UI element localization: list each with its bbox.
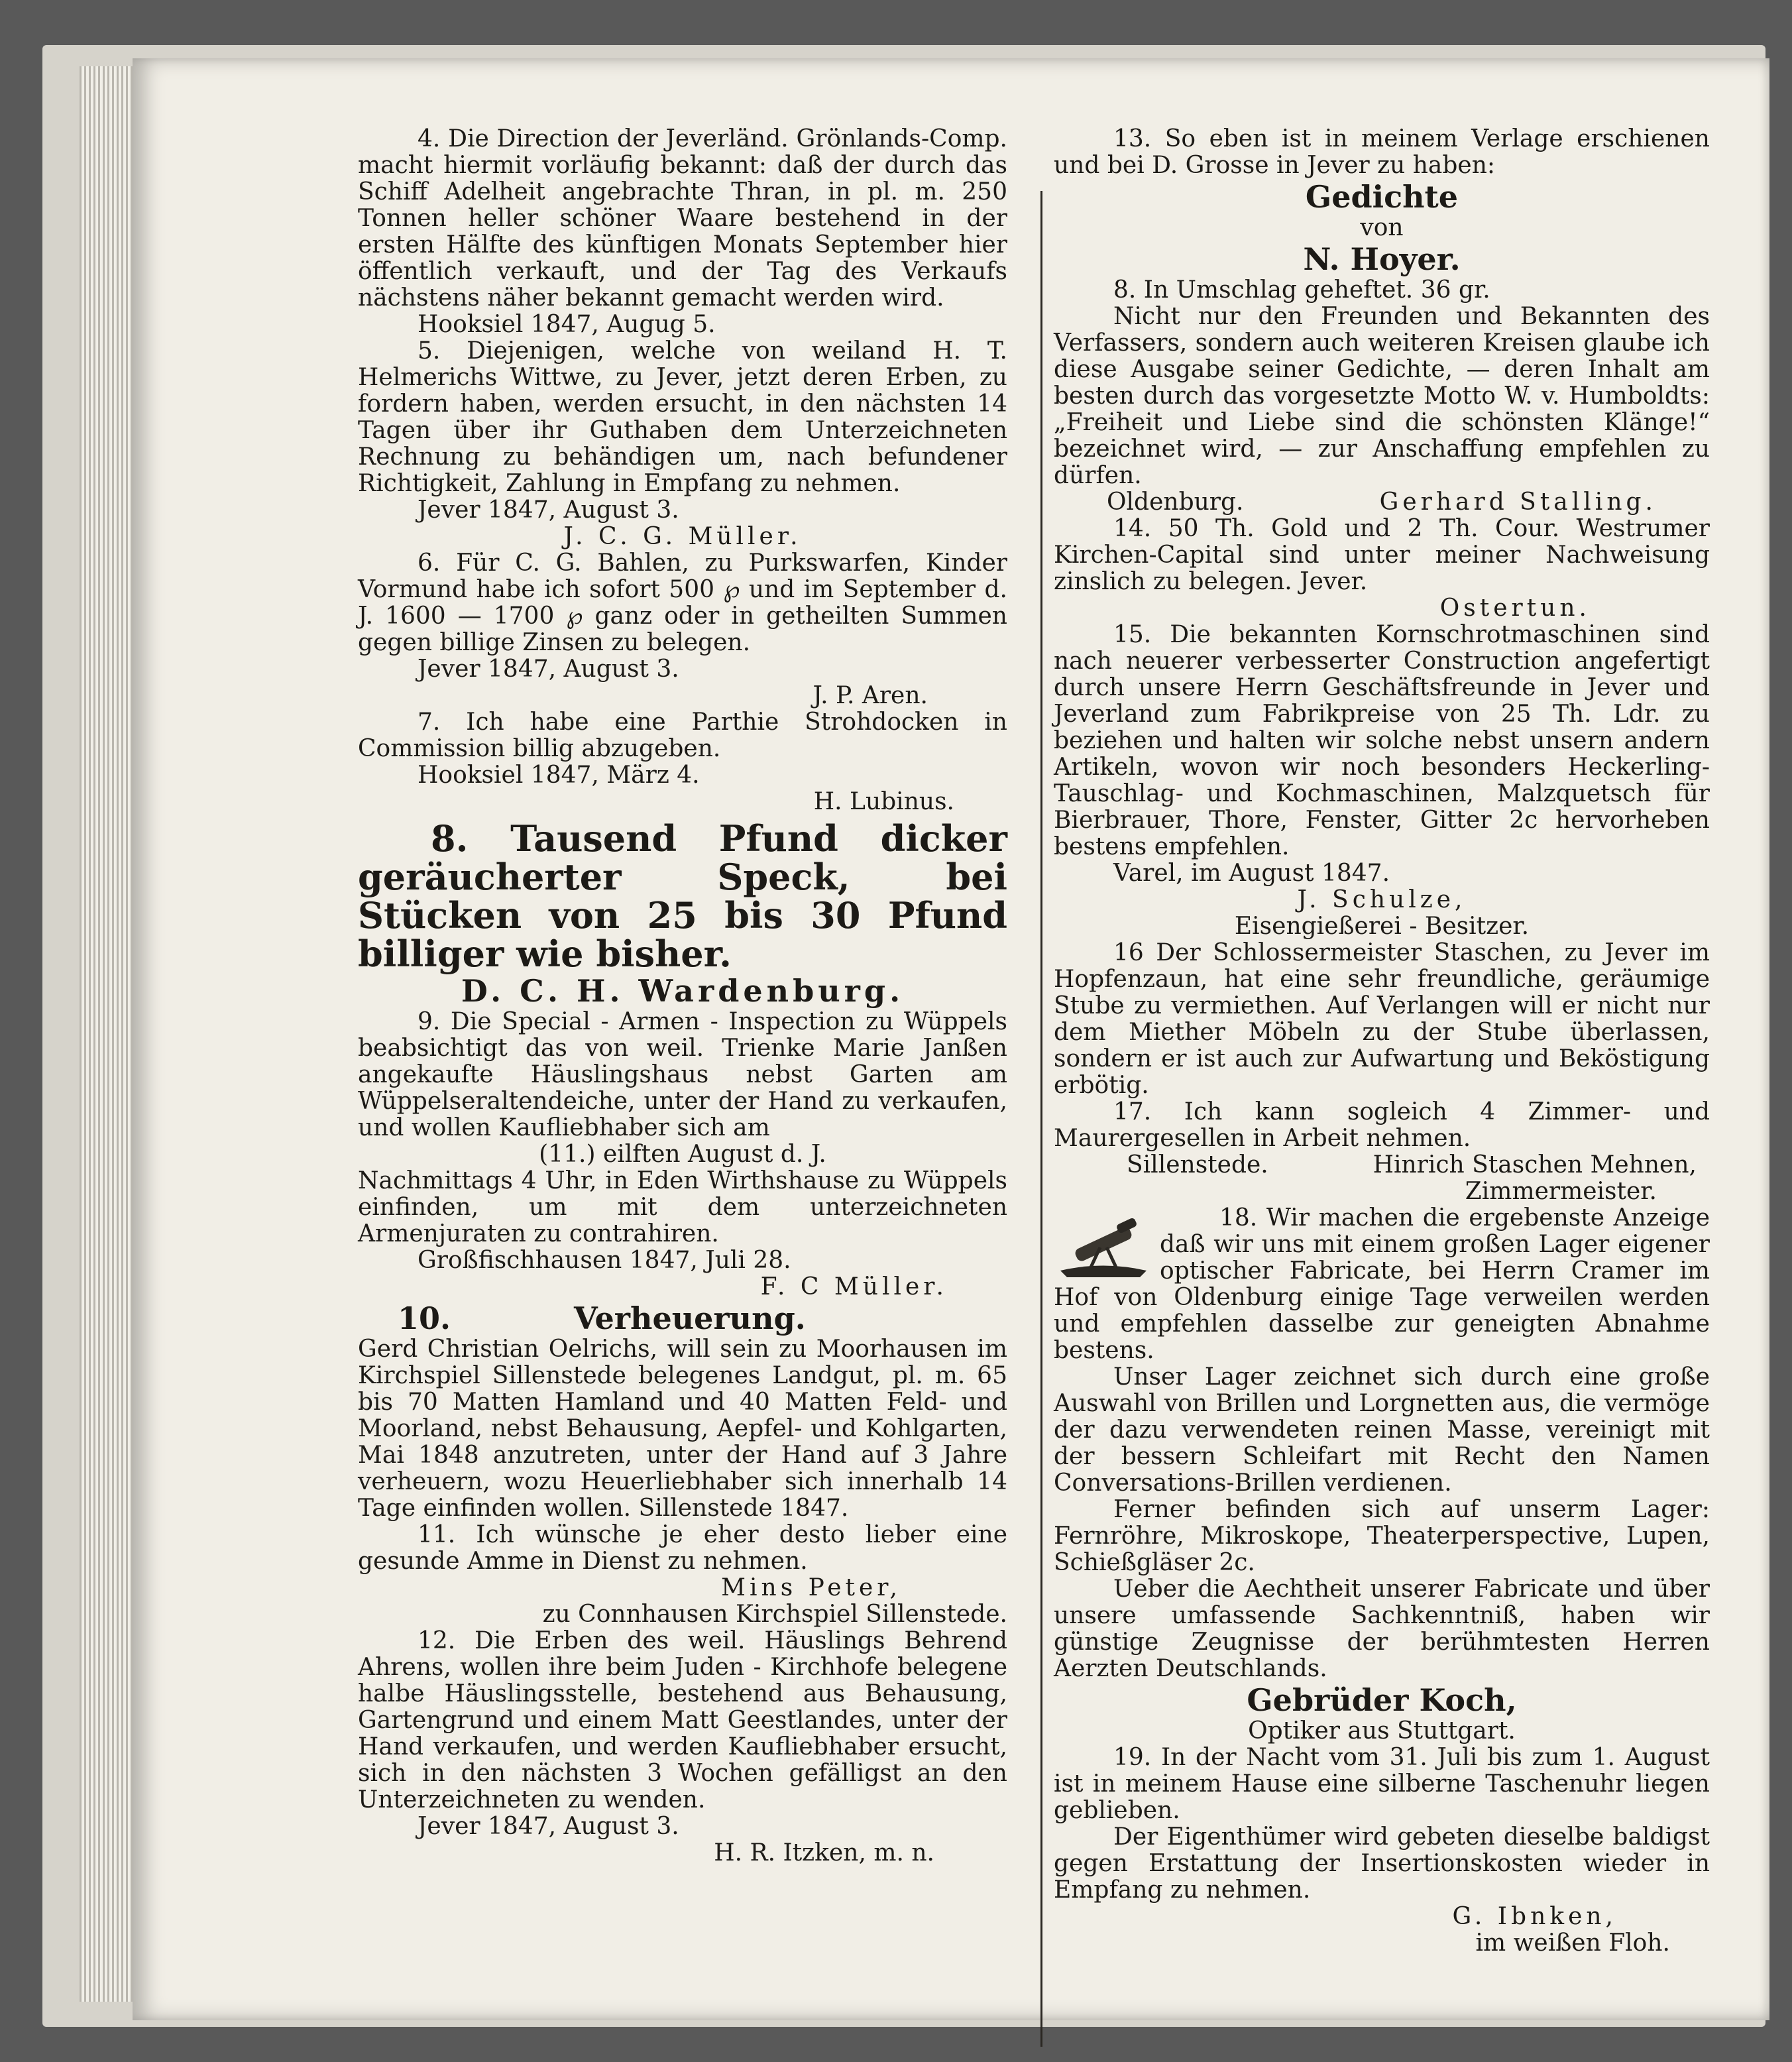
notice-5-date: Jever 1847, August 3. [418,496,679,524]
notice-13: 13. So eben ist in meinem Verlage erschienen und bei D. Grosse in Jever zu haben: [1054,125,1710,179]
notice-6: 6. Für C. G. Bahlen, zu Purkswarfen, Kinder Vormund habe ich sofort 500 ℘ und im September d. J. 1600 — 1700 ℘ ganz oder in getheilten Summen gegen billige Zinsen zu belegen. [358,549,1007,656]
notice-10-number: 10. [398,1300,451,1336]
notice-11-signature: Mins Peter, [721,1574,901,1601]
notice-8-signature: D. C. H. Wardenburg. [461,973,905,1009]
notice-19-place: im weißen Floh. [1475,1929,1670,1957]
notice-6-date: Jever 1847, August 3. [418,656,679,683]
notice-11-place: zu Connhausen Kirchspiel Sillenstede. [542,1601,1007,1628]
notice-18-assortment: Unser Lager zeichnet sich durch eine große Auswahl von Brillen und Lorgnetten aus, die vermöge der dazu verwendeten reinen Masse, vereinigt mit der bessern Schleifart mit Recht den Namen Conversations-Brillen verdienen. [1054,1363,1710,1497]
notice-15-title: Eisengießerei - Besitzer. [1234,913,1530,940]
notice-18: 18. Wir machen die ergebenste Anzeige daß wir uns mit einem großen Lager eigener optischer Fabricate, bei Herrn Cramer im Hof von Oldenburg einige Tage verweilen werden und empfehlen dasselbe zur geneigten Abnahme bestens. [1054,1204,1710,1364]
notice-9-date: Großfischhausen 1847, Juli 28. [418,1247,791,1274]
notice-9: 9. Die Special - Armen - Inspection zu Wüppels beabsichtigt das von weil. Trienke Marie Janßen angekaufte Häuslingshaus nebst Garten am Wüppelseraltendeiche, unter der Hand zu verkaufen, und wollen Kaufliebhaber sich am [358,1008,1007,1141]
notice-14-signature: Ostertun. [1439,595,1591,622]
notice-18-quality: Ueber die Aechtheit unserer Fabricate und über unsere umfassende Sachkenntniß, haben wir günstige Zeugnisse der berühmtesten Herren Aerzten Deutschlands. [1054,1575,1710,1682]
notice-9-signature: F. C Müller. [760,1273,948,1300]
notice-18-signature: Gebrüder Koch, [1247,1682,1517,1718]
notice-17-place: Sillenstede. [1127,1151,1268,1178]
notice-17-signature: Hinrich Staschen Mehnen, [1372,1151,1697,1178]
notice-5-signature: J. C. G. Müller. [563,523,802,550]
notice-14: 14. 50 Th. Gold und 2 Th. Cour. Westrumer Kirchen-Capital sind unter meiner Nachweisung zinslich zu belegen. Jever. [1054,515,1710,595]
notice-13-place: Oldenburg. [1107,488,1244,516]
notice-19-signature: G. Ibnken, [1452,1903,1617,1930]
notice-9-continued: Nachmittags 4 Uhr, in Eden Wirthshause zu Wüppels einfinden, um mit dem unterzeichneten Armenjuraten zu contrahiren. [358,1167,1007,1247]
notice-13-price: 8. In Umschlag geheftet. 36 gr. [1113,276,1490,304]
notice-18-stock: Ferner befinden sich auf unserm Lager: Fernröhre, Mikroskope, Theaterperspective, Lupen, Schießgläser 2c. [1054,1496,1710,1576]
notice-6-signature: J. P. Aren. [812,682,928,709]
notice-4-date: Hooksiel 1847, Augug 5. [418,311,716,338]
notice-7: 7. Ich habe eine Parthie Strohdocken in Commission billig abzugeben. [358,709,1007,762]
notice-15: 15. Die bekannten Kornschrotmaschinen sind nach neuerer verbesserter Construction angefertigt durch unsere Herrn Geschäftsfreunde in Jever und Jeverland zum Fabrikpreise von 25 Th. Ldr. zu beziehen und halten wir solche nebst unsern andern Artikeln, wovon wir noch besonders Heckerling-Tauschlag- und Kochmaschinen, Malzquetsch für Bierbrauer, Thore, Fenster, Gitter 2c hervorheben bestens empfehlen. [1054,621,1710,860]
notice-9-date-line: (11.) eilften August d. J. [539,1141,826,1168]
notice-7-signature: H. Lubinus. [813,788,954,815]
notice-13-von: von [1360,214,1404,241]
notice-19: 19. In der Nacht vom 31. Juli bis zum 1. August ist in meinem Hause eine silberne Taschenuhr liegen geblieben. [1054,1744,1710,1824]
notice-19-request: Der Eigenthümer wird gebeten dieselbe baldigst gegen Erstattung der Insertionskosten wieder in Empfang zu nehmen. [1054,1823,1710,1904]
left-column [358,126,1007,1866]
notice-15-signature: J. Schulze, [1297,886,1467,913]
notice-5: 5. Diejenigen, welche von weiland H. T. Helmerichs Wittwe, zu Jever, jetzt deren Erben, zu fordern haben, werden ersucht, in den nächsten 14 Tagen über ihr Guthaben dem Unterzeichneten Rechnung zu behändigen um, nach befundener Richtigkeit, Zahlung in Empfang zu nehmen. [358,337,1007,497]
notice-13-author: N. Hoyer. [1303,241,1461,277]
column-divider [1040,191,1042,2047]
notice-18-title: Optiker aus Stuttgart. [1248,1717,1516,1745]
notice-4: 4. Die Direction der Jeverländ. Grönlands-Comp. macht hiermit vorläufig bekannt: daß der durch das Schiff Adelheit angebrachte Thran, in pl. m. 250 Tonnen heller schöner Waare bestehend in der ersten Hälfte des künftigen Monats September hier öffentlich verkauft, und der Tag des Verkaufs nächstens näher bekannt gemacht werden wird. [358,125,1007,312]
notice-12: 12. Die Erben des weil. Häuslings Behrend Ahrens, wollen ihre beim Juden - Kirchhofe belegene halbe Häuslingsstelle, bestehend aus Behausung, Gartengrund und einem Matt Geestlandes, unter der Hand verkaufen, und werden Kaufliebhaber ersucht, sich in den nächsten 3 Wochen gefälligst an den Unterzeichneten zu wenden. [358,1627,1007,1813]
notice-11: 11. Ich wünsche je eher desto lieber eine gesunde Amme in Dienst zu nehmen. [358,1521,1007,1575]
notice-13-text: Nicht nur den Freunden und Bekannten des Verfassers, sondern auch weiteren Kreisen glaube ich diese Ausgabe seiner Gedichte, — deren Inhalt am besten durch das vorgesetzte Motto W. v. Humboldts: „Freiheit und Liebe sind die schönsten Klänge!“ bezeichnet wird, — zur Anschaffung empfehlen zu dürfen. [1054,303,1710,489]
telescope-icon [1054,1208,1153,1281]
notice-17-title: Zimmermeister. [1465,1178,1657,1205]
right-column [1054,126,1710,1957]
notice-10-heading: Verheuerung. [574,1300,806,1336]
notice-13-book-title: Gedichte [1305,179,1459,215]
notice-16: 16 Der Schlossermeister Staschen, zu Jever im Hopfenzaun, hat eine sehr freundliche, geräumige Stube zu vermiethen. Auf Verlangen will er nicht nur dem Miether Möbeln zu der Stube überlassen, sondern er ist auch zur Aufwartung und Beköstigung erbötig. [1054,939,1710,1099]
notice-7-date: Hooksiel 1847, März 4. [418,762,700,789]
notice-12-signature: H. R. Itzken, m. n. [714,1839,934,1866]
notice-15-date: Varel, im August 1847. [1113,860,1390,887]
notice-13-signature: Gerhard Stalling. [1379,488,1657,516]
notice-12-date: Jever 1847, August 3. [418,1813,679,1840]
notice-17: 17. Ich kann sogleich 4 Zimmer- und Maurergesellen in Arbeit nehmen. [1054,1098,1710,1152]
notice-8-headline: 8. Tausend Pfund dicker geräucherter Speck, bei Stücken von 25 bis 30 Pfund billiger wie bisher. [358,817,1007,975]
notice-10: Gerd Christian Oelrichs, will sein zu Moorhausen im Kirchspiel Sillenstede belegenes Landgut, pl. m. 65 bis 70 Matten Hamland und 40 Matten Feld- und Moorland, nebst Behausung, Aepfel- und Kohlgarten, Mai 1848 anzutreten, unter der Hand auf 3 Jahre verheuern, wozu Heuerliebhaber sich innerhalb 14 Tage einfinden wollen. Sillenstede 1847. [358,1336,1007,1522]
